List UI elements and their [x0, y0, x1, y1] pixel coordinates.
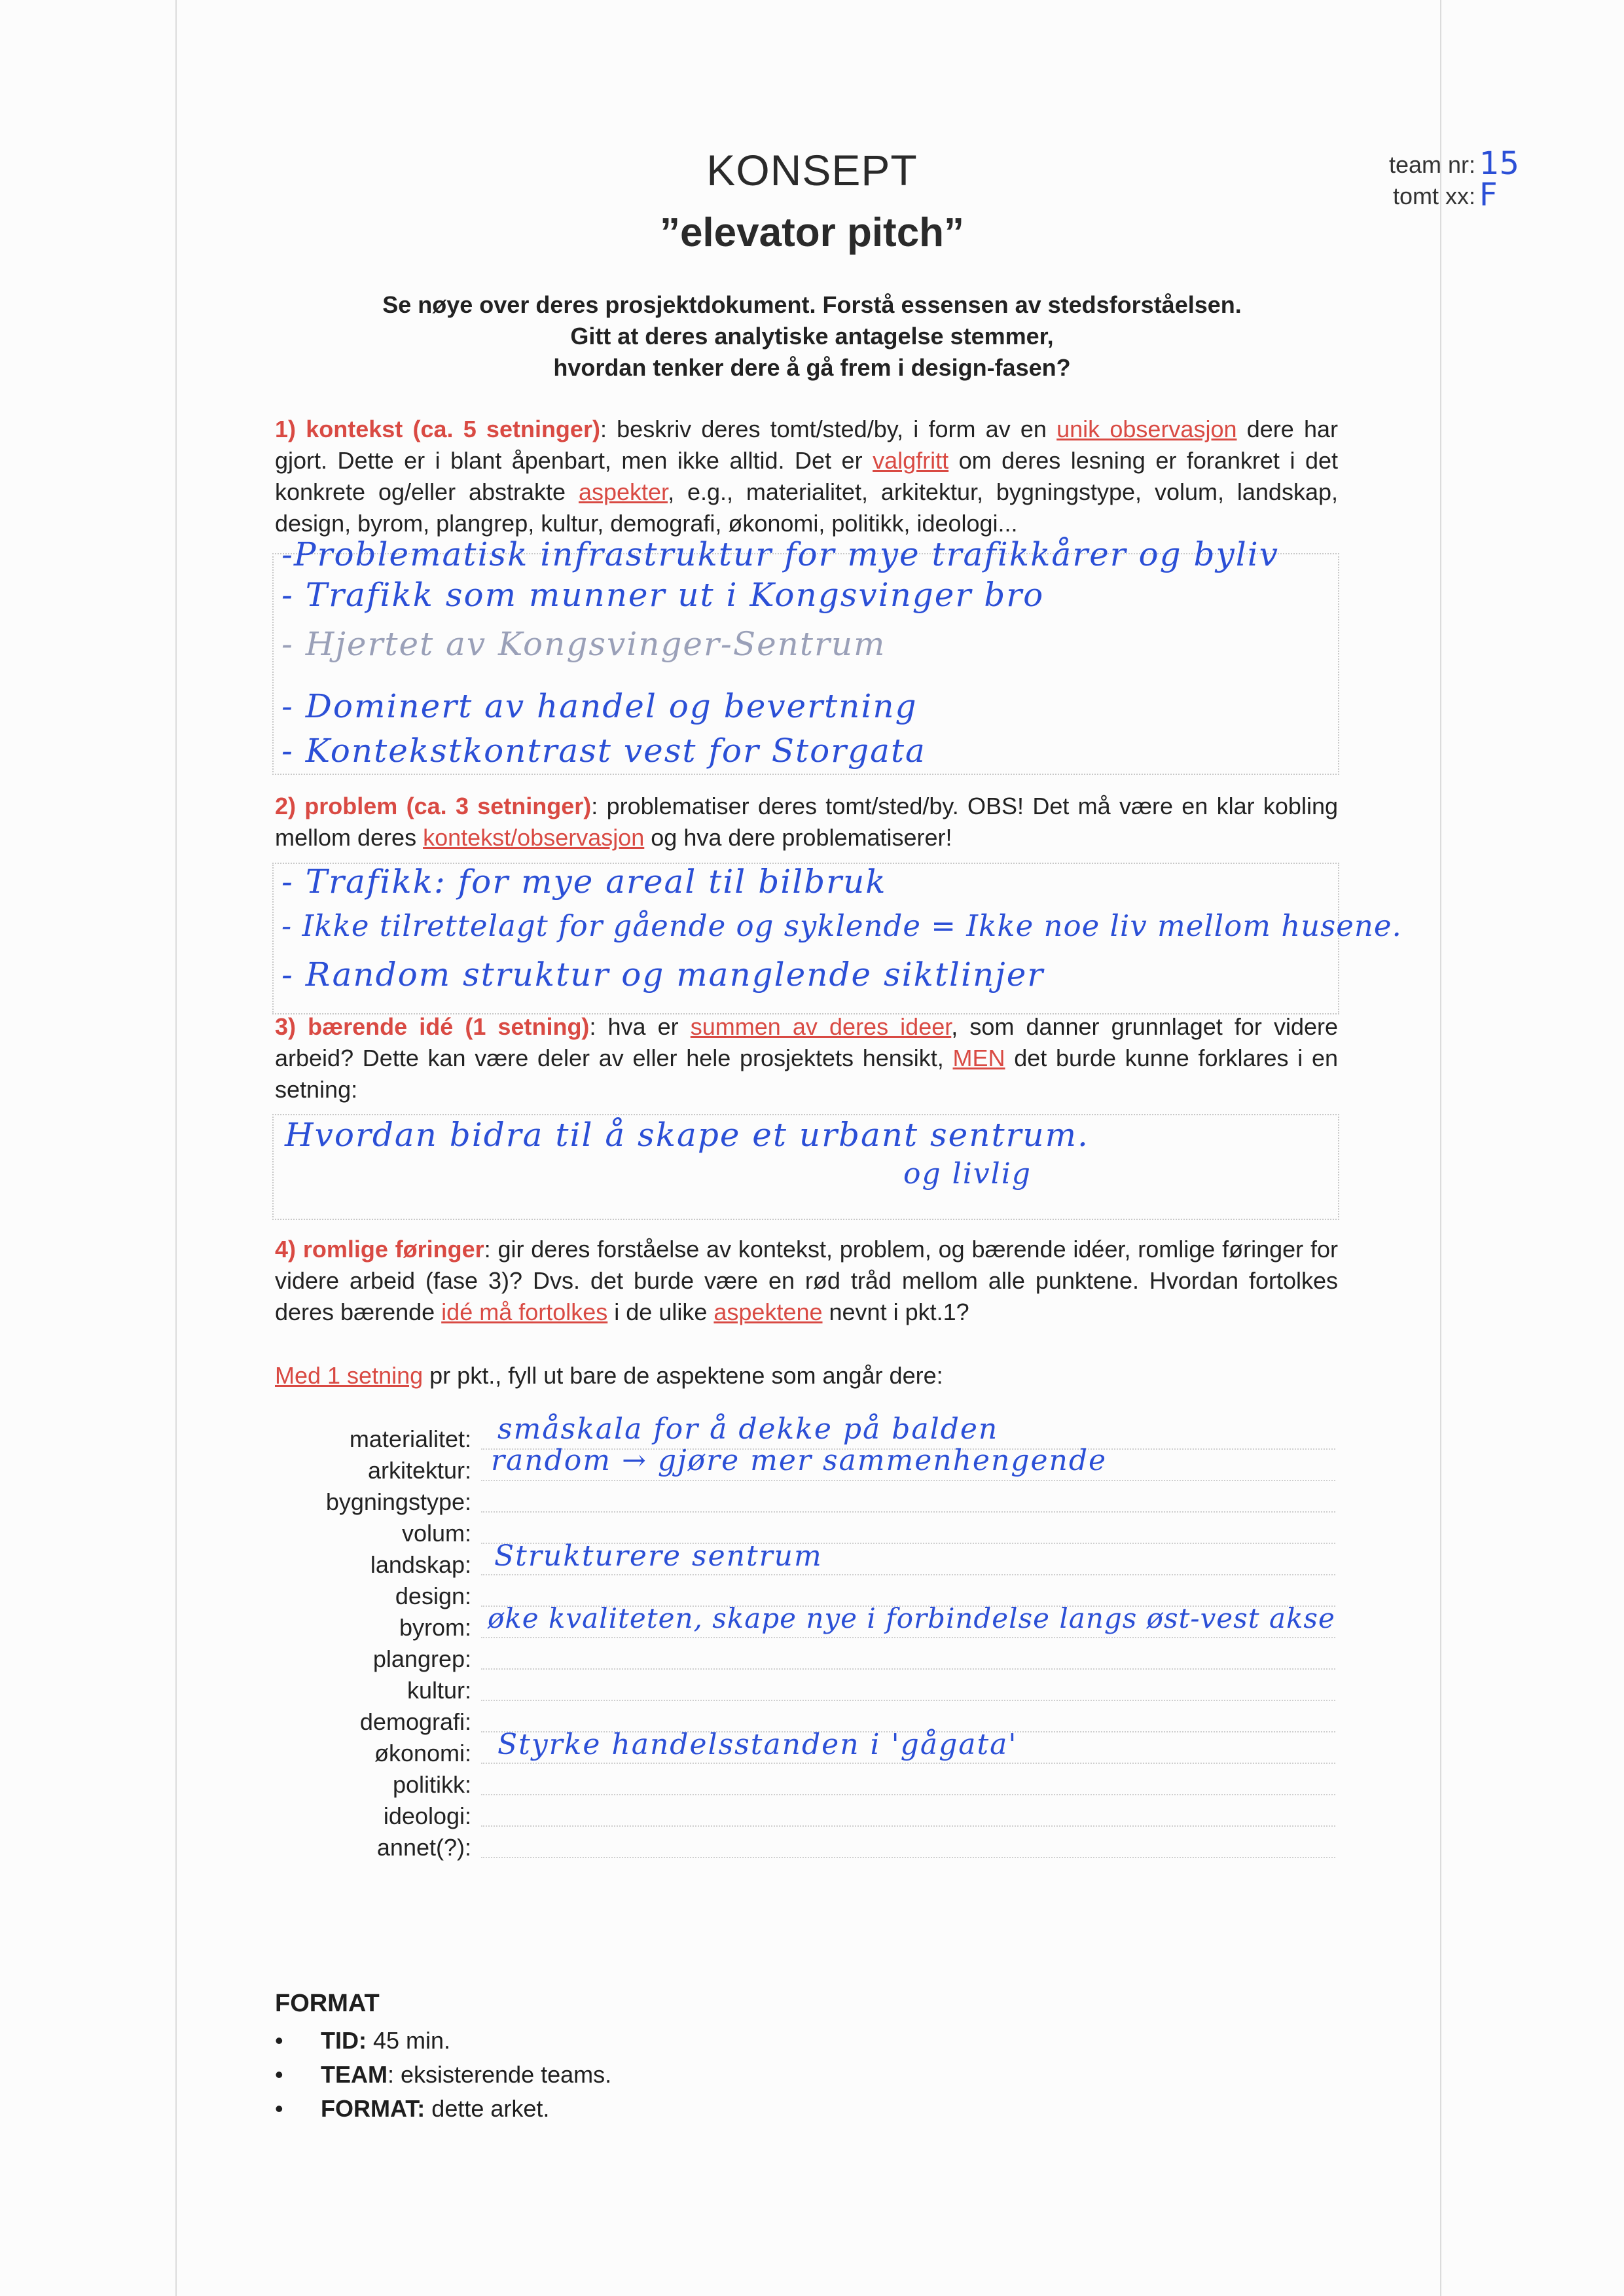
section-romlige-foringer: [275, 1234, 1338, 1328]
aspect-label: demografi:: [359, 1708, 471, 1735]
aspect-answer-landskap: Strukturere sentrum: [494, 1539, 823, 1573]
format-key: TEAM: [321, 2061, 388, 2088]
page-title: KONSEPT: [706, 146, 918, 194]
format-value: : eksisterende teams.: [388, 2061, 612, 2088]
format-value: 45 min.: [366, 2027, 451, 2054]
bullet: •: [275, 2061, 283, 2088]
handwritten-answer: - Trafikk: for mye areal til bilbruk: [281, 863, 887, 901]
page-subtitle: ”elevator pitch”: [659, 210, 965, 255]
aspect-answer-arkitektur: random → gjøre mer sammenhengende: [491, 1444, 1108, 1477]
handwritten-answer: - Trafikk som munner ut i Kongsvinger bro: [281, 576, 1045, 614]
section-text: det burde kunne forklares i en setning:: [275, 1045, 1338, 1103]
aspect-label: annet(?):: [376, 1834, 471, 1861]
aspect-answer-line[interactable]: [481, 1794, 1335, 1795]
section-text: nevnt i pkt.1?: [822, 1299, 969, 1325]
aspect-answer-line[interactable]: [481, 1480, 1335, 1481]
aspect-answer-materialitet: småskala for å dekke på balden: [497, 1412, 999, 1446]
section-text: , som danner grunnlaget for videre arbeid? Dette kan være deler av eller hele prosjektets hensikt,: [275, 1013, 1339, 1071]
aspect-label: politikk:: [392, 1771, 471, 1798]
section-text: i de ulike: [607, 1299, 714, 1325]
aspect-answer-line[interactable]: [481, 1825, 1335, 1827]
format-value: dette arket.: [425, 2095, 550, 2122]
aspect-answer-line[interactable]: [481, 1700, 1335, 1701]
section-problem: [275, 791, 1338, 853]
aspect-label: bygningstype:: [325, 1488, 471, 1515]
instruction: [275, 1360, 1338, 1391]
aspect-answer-line[interactable]: [481, 1511, 1335, 1513]
format-key: TID:: [321, 2027, 367, 2054]
instruction-text: pr pkt., fyll ut bare de aspektene som angår dere:: [423, 1362, 943, 1389]
aspect-label: landskap:: [370, 1551, 471, 1578]
intro-line: Se nøye over deres prosjektdokument. Forstå essensen av stedsforståelsen.: [382, 291, 1242, 318]
format-item: [275, 2058, 611, 2092]
aspect-label: materialitet:: [349, 1426, 471, 1452]
intro-line: hvordan tenker dere å gå frem i design-fasen?: [553, 354, 1071, 381]
bullet: •: [275, 2095, 283, 2122]
aspect-label: design:: [395, 1583, 471, 1609]
aspect-answer-okonomi: Styrke handelsstanden i 'gågata': [497, 1728, 1018, 1761]
aspektene-link: aspektene: [713, 1299, 823, 1325]
section-text: : problematiser deres tomt/sted/by. OBS! Det må være en klar kobling mellom deres: [275, 793, 1338, 851]
team-value: 15: [1479, 145, 1520, 182]
aspect-label: plangrep:: [372, 1645, 471, 1672]
intro-line: Gitt at deres analytiske antagelse stemmer,: [570, 323, 1054, 350]
section-heading: 2) problem (ca. 3 setninger): [275, 793, 592, 819]
handwritten-answer-insert: og livlig: [903, 1157, 1032, 1191]
aspect-labels: [275, 1424, 471, 1863]
section-text: : beskriv deres tomt/sted/by, i form av en: [600, 416, 1057, 442]
handwritten-answer: - Ikke tilrettelagt for gående og syklende = Ikke noe liv mellom husene.: [281, 908, 1402, 943]
tomt-label: tomt xx:: [1392, 183, 1475, 209]
aspect-answer-line[interactable]: [481, 1574, 1335, 1575]
aspect-label: byrom:: [399, 1614, 471, 1641]
aspect-label: økonomi:: [374, 1740, 471, 1767]
aspect-label: arkitektur:: [367, 1457, 471, 1484]
aspect-answer-line[interactable]: [481, 1763, 1335, 1764]
section-text: dere har gjort. Dette er i blant åpenbart, men ikke alltid. Det er: [275, 416, 1338, 474]
tomt-value: F: [1479, 177, 1498, 213]
handwritten-answer: - Dominert av handel og bevertning: [281, 687, 918, 725]
handwritten-answer: -Problematisk infrastruktur for mye trafikkårer og byliv: [281, 535, 1279, 573]
unik-observasjon-link: unik observasjon: [1056, 416, 1237, 442]
aspect-answer-line[interactable]: [481, 1857, 1335, 1858]
team-label: team nr:: [1388, 151, 1475, 178]
format-title: FORMAT: [275, 1990, 380, 2017]
section-text: , e.g., materialitet, arkitektur, bygningstype, volum, landskap, design, byrom, plangrep, kultur, demografi, økonomi, politikk, ideologi...: [275, 478, 1338, 537]
handwritten-answer: Hvordan bidra til å skape et urbant sentrum.: [285, 1116, 1089, 1154]
aspect-answer-byrom: øke kvaliteten, skape nye i forbindelse langs øst-vest akse: [488, 1602, 1335, 1634]
handwritten-answer: - Kontekstkontrast vest for Storgata: [281, 732, 926, 770]
section-baerende-ide: [275, 1011, 1338, 1105]
kontekst-observasjon-link: kontekst/observasjon: [423, 824, 645, 851]
section-text: : hva er: [589, 1013, 691, 1040]
format-key: FORMAT:: [321, 2095, 425, 2122]
med-1-setning-link: Med 1 setning: [275, 1362, 424, 1389]
format-item: [275, 2092, 611, 2126]
aspect-label: ideologi:: [383, 1803, 471, 1829]
men-link: MEN: [952, 1045, 1005, 1071]
section-heading: 4) romlige føringer: [275, 1236, 484, 1263]
section-heading: 1) kontekst (ca. 5 setninger): [275, 416, 600, 442]
intro-text: [0, 289, 1624, 384]
valgfritt-link: valgfritt: [873, 447, 949, 474]
summen-av-ideer-link: summen av deres ideer: [690, 1013, 952, 1040]
aspect-label: volum:: [401, 1520, 471, 1547]
format-item: [275, 2024, 611, 2058]
handwritten-answer: - Random struktur og manglende siktlinjer: [281, 956, 1045, 994]
section-text: : gir deres forståelse av kontekst, problem, og bærende idéer, romlige føringer for videre arbeid (fase 3)? Dvs. det burde være en rød tråd mellom alle punktene. Hvordan fortolkes deres bærende: [275, 1236, 1338, 1325]
aspect-answer-line[interactable]: [481, 1637, 1335, 1638]
aspect-answer-line[interactable]: [481, 1668, 1335, 1670]
format-list: [275, 2024, 611, 2126]
section-kontekst: [275, 414, 1338, 539]
aspect-label: kultur:: [406, 1677, 471, 1704]
ide-ma-fortolkes-link: idé må fortolkes: [441, 1299, 608, 1325]
bullet: •: [275, 2027, 283, 2054]
handwritten-answer: - Hjertet av Kongsvinger-Sentrum: [281, 625, 886, 663]
section-text: og hva dere problematiserer!: [644, 824, 952, 851]
team-info: [1342, 145, 1525, 213]
section-heading: 3) bærende idé (1 setning): [275, 1013, 590, 1040]
section-text: om deres lesning er forankret i det konkrete og/eller abstrakte: [275, 447, 1338, 505]
aspekter-link: aspekter: [578, 478, 668, 505]
